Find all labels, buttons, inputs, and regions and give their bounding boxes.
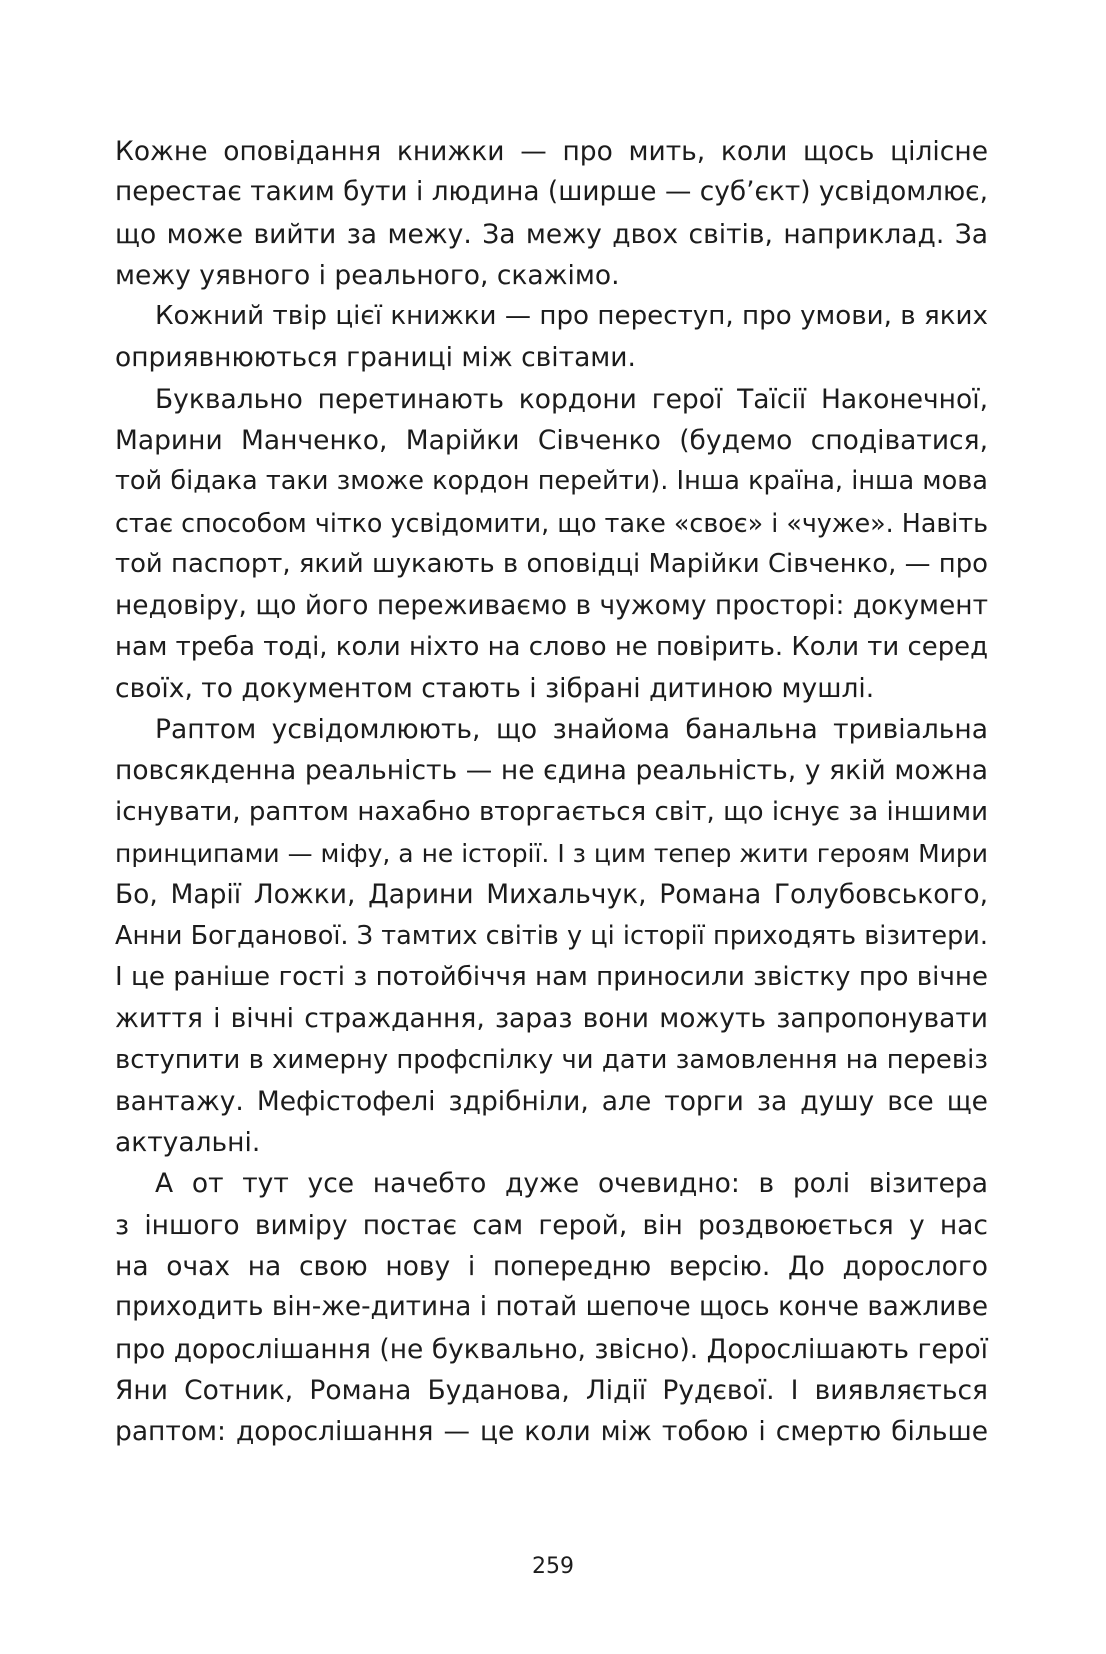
text-line: Кожний твір цієї книжки — про переступ, про умови, в яких [155,301,988,332]
text-line: на очах на свою нову і попередню версію. До дорослого [115,1251,988,1283]
text-line: про дорослішання (не буквально, звісно). Дорослішають герої [115,1333,988,1365]
text-line: недовіру, що його переживаємо в чужому просторі: документ [115,590,988,622]
text-line: приходить він-же-дитина і потай шепоче щось конче важливе [115,1292,988,1323]
text-line: принципами — міфу, а не історії. І з цим тепер жити героям Мири [115,839,988,869]
text-line: раптом: дорослішання — це коли між тобою і смертю більше [115,1416,988,1448]
text-line: повсякденна реальність — не єдина реальність, у якій можна [115,755,988,787]
text-line: що може вийти за межу. За межу двох світів, наприклад. За [115,218,988,250]
text-line: той паспорт, який шукають в оповідці Марійки Сівченко, — про [115,548,988,579]
paragraph-4 [115,709,988,1163]
paragraph-5 [115,1163,988,1452]
text-line: Бо, Марії Ложки, Дарини Михальчук, Романа Голубовського, [115,879,988,911]
body-text [115,131,988,1453]
text-line: оприявнюються границі між світами. [115,342,636,374]
text-line: життя і вічні страждання, зараз вони можуть запропонувати [115,1003,988,1035]
text-line: Раптом усвідомлюють, що знайома банальна тривіальна [155,714,988,746]
text-line: А от тут усе начебто дуже очевидно: в ролі візитера [155,1168,988,1200]
text-line: актуальні. [115,1127,261,1159]
text-line: Кожне оповідання книжки — про мить, коли щось цілісне [115,136,988,167]
page-number: 259 [532,1554,574,1579]
text-line: вантажу. Мефістофелі здрібніли, але торги за душу все ще [115,1085,988,1117]
text-line: той бідака таки зможе кордон перейти). Інша країна, інша мова [115,466,988,497]
text-line: Анни Богданової. З тамтих світів у ці історії приходять візитери. [115,920,988,951]
text-line: Буквально перетинають кордони герої Таїсії Наконечної, [155,383,988,415]
text-line: І це раніше гості з потойбіччя нам приносили звістку про вічне [115,961,988,992]
text-line: стає способом чітко усвідомити, що таке «своє» і «чуже». Навіть [115,507,988,538]
paragraph-1 [115,131,988,296]
text-line: Марини Манченко, Марійки Сівченко (будемо сподіватися, [115,425,988,457]
paragraph-3 [115,379,988,709]
text-line: перестає таким бути і людина (ширше — суб’єкт) усвідомлює, [115,177,988,208]
text-line: існувати, раптом нахабно вторгається світ, що існує за іншими [115,796,988,827]
text-line: межу уявного і реального, скажімо. [115,259,620,291]
text-line: вступити в химерну профспілку чи дати замовлення на перевіз [115,1044,988,1075]
text-line: своїх, то документом стають і зібрані дитиною мушлі. [115,672,875,704]
text-line: з іншого виміру постає сам герой, він роздвоюється у нас [115,1209,988,1241]
text-line: Яни Сотник, Романа Буданова, Лідії Рудєвої. І виявляється [115,1374,988,1406]
paragraph-2 [115,296,988,379]
text-line: нам треба тоді, коли ніхто на слово не повірить. Коли ти серед [115,631,988,662]
